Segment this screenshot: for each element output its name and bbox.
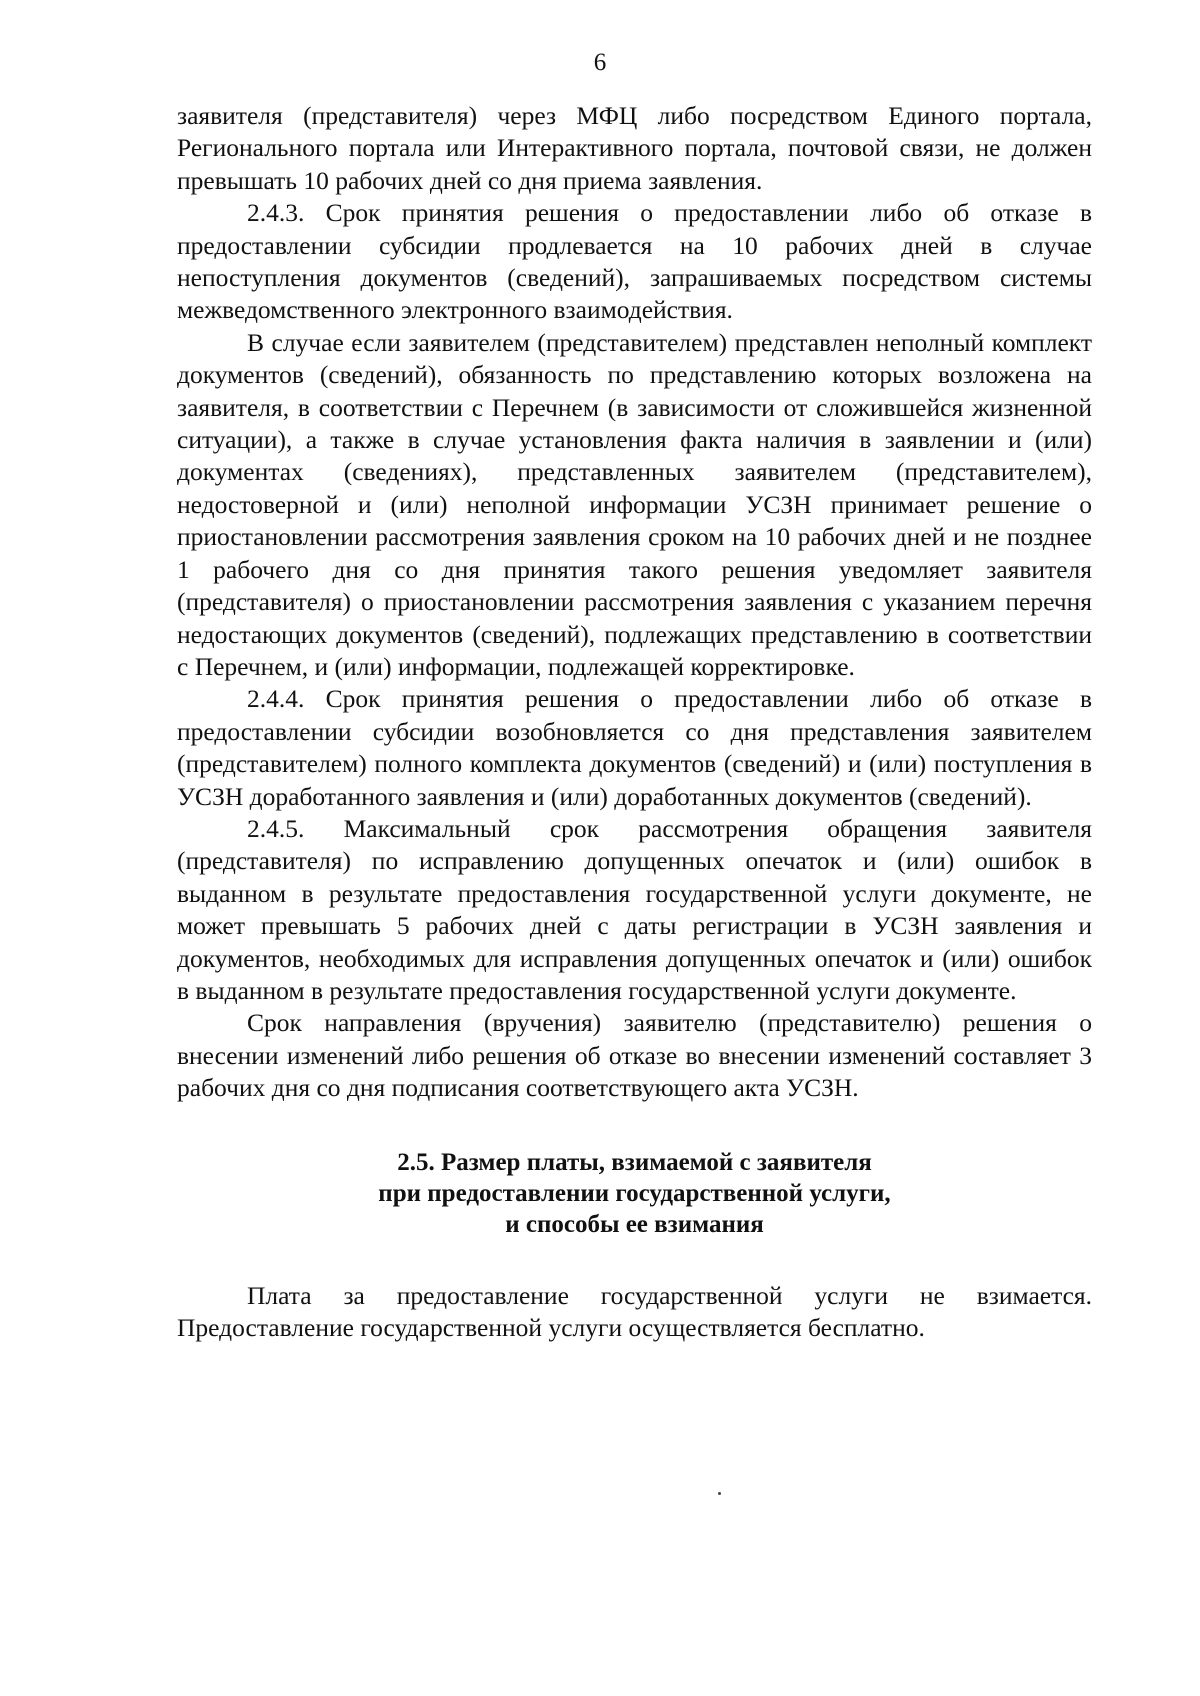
heading-line: 2.5. Размер платы, взимаемой с заявителя [397, 1148, 872, 1176]
section-heading-2-5 [177, 1147, 1092, 1240]
document-body [177, 100, 1092, 1344]
paragraph-continuation: заявителя (представителя) через МФЦ либо посредством Единого портала, Регионального портала или Интерактивного портала, почтовой связи, не должен превышать 10 рабочих дней со дня приема заявления. [177, 101, 1092, 195]
paragraph-fee: Плата за предоставление государственной услуги не взимается. Предоставление государственной услуги осуществляется бесплатно. [177, 1280, 1092, 1342]
scan-speck [718, 1492, 721, 1495]
heading-line: и способы ее взимания [505, 1210, 764, 1238]
paragraph-2-4-4: 2.4.4. Срок принятия решения о предоставлении либо об отказе в предоставлении субсидии возобновляется со дня представления заявителем (представителем) полного комплекта документов (сведений) и (или) поступления в УСЗН доработанного заявления и (или) доработанных документов (сведений). [177, 684, 1092, 811]
page-number: 6 [593, 49, 607, 76]
heading-line: при предоставлении государственной услуги, [378, 1179, 891, 1207]
paragraph-incomplete-documents: В случае если заявителем (представителем) представлен неполный комплект документов (сведений), обязанность по представлению которых возложена на заявителя, в соответствии с Перечнем (в зависимости от сложившейся жизненной ситуации), а также в случае установления факта наличия в заявлении и (или) документах (сведениях), представленных заявителем (представителем), недостоверной и (или) неполной информации УСЗН принимает решение о приостановлении рассмотрения заявления сроком на 10 рабочих дней и не позднее 1 рабочего дня со дня принятия такого решения уведомляет заявителя (представителя) о приостановлении рассмотрения заявления с указанием перечня недостающих документов (сведений), подлежащих представлению в соответствии с Перечнем, и (или) информации, подлежащей корректировке. [177, 327, 1092, 681]
paragraph-decision-delivery: Срок направления (вручения) заявителю (представителю) решения о внесении изменений либо решения об отказе во внесении изменений составляет 3 рабочих дня со дня подписания соответствующего акта УСЗН. [177, 1008, 1092, 1103]
paragraph-2-4-3: 2.4.3. Срок принятия решения о предоставлении либо об отказе в предоставлении субсидии продлевается на 10 рабочих дней в случае непоступления документов (сведений), запрашиваемых посредством системы межведомственного электронного взаимодействия. [177, 198, 1092, 325]
paragraph-2-4-5: 2.4.5. Максимальный срок рассмотрения обращения заявителя (представителя) по исправлению допущенных опечаток и (или) ошибок в выданном в результате предоставления государственной услуги документе, не может превышать 5 рабочих дней с даты регистрации в УСЗН заявления и документов, необходимых для исправления допущенных опечаток и (или) ошибок в выданном в результате предоставления государственной услуги документе. [177, 813, 1092, 1005]
